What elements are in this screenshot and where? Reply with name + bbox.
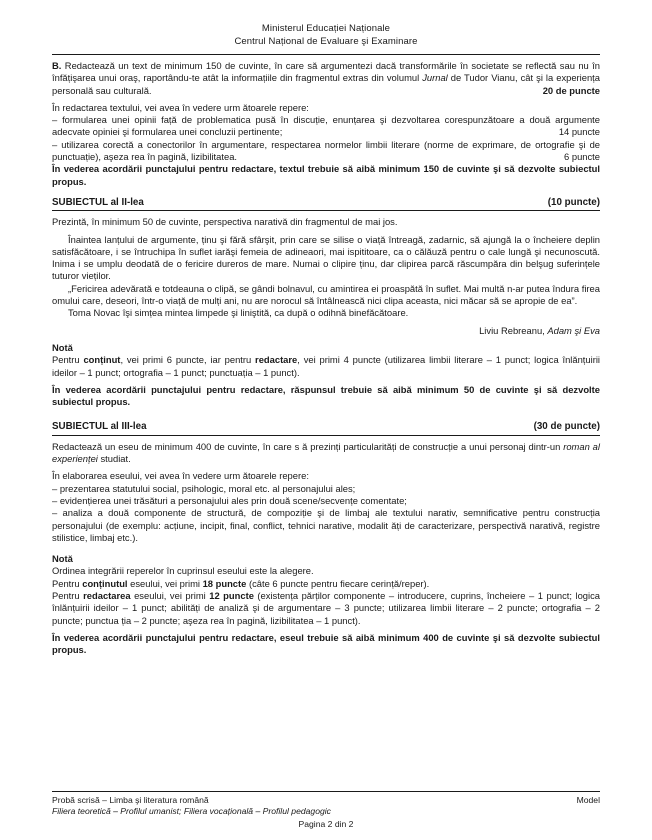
footer-filiera: Filiera teoretică – Profilul umanist; Filiera vocațională – Profilul pedagogic (52, 806, 331, 816)
subject-3-title: SUBIECTUL al III-lea (52, 421, 147, 433)
nota-2-part-2: , vei primi 6 puncte, iar pentru (120, 354, 256, 366)
subject-b-label: B. (52, 60, 62, 71)
subject-3-task (52, 441, 600, 466)
subject-2-title: SUBIECTUL al II-lea (52, 196, 144, 208)
nota-3-l2-part-a: Pentru (52, 577, 83, 589)
subject-2-nota-bold-line: În vederea acordării punctajului pentru redactare, răspunsul trebuie să aibă minimum 50 de cuvinte şi să dezvolte subiectul propus. (52, 383, 600, 408)
criterion-2-text: – utilizarea corectă a conectorilor în argumentare, respectarea normelor limbii literare (norme de exprimare, de ortografie şi de punctuație), aşeza rea în pagină, lizibilitatea. (52, 138, 600, 163)
subject-2-nota-label: Notă (52, 341, 73, 353)
subject-3-nota-line-3 (52, 590, 600, 627)
nota-3-l3-part-c: eseului, vei primi (130, 589, 210, 601)
excerpt-paragraph-2: „Fericirea adevărată e totdeauna o clipă, se gândi bolnavul, cu amintirea ei proaspătă în suflet. Mai multă n-ar putea îndura firea omului care, deseori, într-o viață de mulți ani, nu are norocul să întâlnească nici clipa aceasta, nici măcar să se apropie de ea”. (52, 282, 600, 307)
attribution-work: Adam şi Eva (547, 324, 600, 336)
subject-b-text-after: de Tudor Vianu, cât şi la experiența personală sau culturală. (52, 72, 601, 96)
subject-b-intro: În redactarea textului, vei avea în vedere urm ătoarele repere: (52, 101, 309, 113)
footer-row-1 (52, 795, 600, 807)
subject-b-note: În vederea acordării punctajului pentru redactare, textul trebuie să aibă minimum 150 de cuvinte şi să dezvolte subiectul propus. (52, 163, 600, 187)
subject-2-nota-text (52, 354, 600, 379)
subject-3-bullet-1: – prezentarea statutului social, psihologic, moral etc. al personajului ales; (52, 482, 356, 494)
footer-page-number: Pagina 2 din 2 (298, 818, 354, 829)
nota-3-l2-bold-18-puncte: 18 puncte (202, 577, 247, 589)
footer-divider (52, 791, 600, 792)
subject-3-heading (52, 421, 600, 435)
subject-3-bullet-2: – evidențierea unei trăsături a personajului ales prin două scene/secvențe comentate; (52, 494, 407, 506)
subject-2-heading (52, 197, 600, 211)
subject-2-task: Prezintă, în minimum 50 de cuvinte, perspectiva narativă din fragmentul de mai jos. (52, 216, 398, 228)
subject-3-points: (30 de puncte) (533, 421, 600, 433)
nota-3-l3-bold-redactarea: redactarea (83, 589, 131, 601)
nota-2-part-3: , vei primi 4 puncte (utilizarea limbii literare – 1 punct; logica înlănțuirii ideilor – 1 punct; ortografia – 1 punct; punctuația – 1 punct). (52, 354, 600, 378)
subject-3-task-italic: roman al experienței (52, 440, 600, 465)
nota-3-l2-part-c: eseului, vei primi (127, 577, 203, 589)
nota-2-bold-continut: conținut (83, 354, 121, 366)
ministry-line: Ministerul Educației Naționale (261, 23, 391, 34)
subject-3-task-part-1: Redactează un eseu de minimum 400 de cuvinte, în care s ă prezinți particularități de construcție a unui personaj dintr-un (52, 440, 564, 452)
nota-2-bold-redactare: redactare (255, 354, 298, 366)
footer-exam-name: Probă scrisă – Limba şi literatura română (52, 794, 209, 805)
criterion-1-points: 14 puncte (558, 126, 600, 138)
subject-3-nota-bold-line: În vederea acordării punctajului pentru redactare, eseul trebuie să aibă minimum 400 de cuvinte şi să dezvolte subiectul propus. (52, 631, 600, 656)
excerpt-attribution (52, 325, 600, 337)
subject-3-intro: În elaborarea eseului, vei avea în vedere urm ătoarele repere: (52, 470, 309, 482)
criterion-2-points: 6 puncte (564, 151, 600, 163)
footer-model-label: Model (576, 794, 600, 805)
document-header (0, 0, 652, 48)
criterion-1-text: – formularea unei opinii față de problematica pusă în discuție, enunțarea şi dezvoltarea corespunzătoare a două argumente adecvate opiniei şi formularea unei concluzii pertinente; (52, 114, 600, 138)
subject-2-points: (10 puncte) (547, 196, 600, 208)
subject-b-text: Redactează un text de minimum 150 de cuvinte, în care să argumentezi dacă transformările în societate se reflectă sau nu în înfățişarea unui oraş, raportându-te atât la informațiile din fragmentul extras din volumul (52, 60, 600, 84)
attribution-author: Liviu Rebreanu, (479, 324, 548, 336)
subject-b-points: 20 de puncte (542, 84, 600, 96)
subject-3-nota-line-2 (52, 578, 600, 590)
excerpt-paragraph-1: Înaintea lanțului de argumente, ținu şi fără sfârşit, prin care se silise o viață întreagă, zadarnic, să ajungă la o încheiere deplin satisfăcătoare, i se întruchipa în suflet iarăşi femeia de adineaori, mai ispititoare, ca o călăuză pentru o cale lungă şi necunoscută. Inima i se umplu deodată de o fericire dureros de mare. Numai o clipire ținu, dar clipirea parcă răscumpăra din belşug suferințele tuturor vieților. (52, 233, 600, 282)
nota-3-l2-bold-continutul: conținutul (82, 577, 128, 589)
center-line: Centrul Național de Evaluare şi Examinare (234, 36, 418, 47)
subject-3-nota-line-1: Ordinea integrării reperelor în cuprinsul eseului este la alegere. (52, 565, 314, 577)
subject-3-task-part-2: studiat. (97, 453, 131, 465)
nota-3-l3-part-a: Pentru (52, 589, 84, 601)
excerpt-paragraph-3: Toma Novac îşi simțea mintea limpede şi liniştită, ca după o odihnă binefăcătoare. (68, 307, 409, 319)
document-body (0, 55, 652, 656)
subject-b-paragraph (52, 60, 600, 97)
nota-3-l3-part-e: (existența părților componente – introducere, cuprins, încheiere – 1 punct; logica înlănțuirii ideilor – 1 punct; abilități de analiză şi de argumentare – 3 puncte; utilizarea limbii literare – 2 puncte; ortografia – 2 puncte; punctua ția – 2 puncte; aşeza rea în pagină, lizibilitatea – 1 punct). (52, 589, 600, 626)
document-footer (52, 791, 600, 831)
nota-2-part-1: Pentru (52, 354, 84, 366)
subject-3-bullet-3: – analiza a două componente de structură, de compoziție şi de limbaj ale textului narativ, semnificative pentru construcția personajului (de exemplu: acțiune, incipit, final, conflict, tehnici narative, modalit ăți de caracterizare, perspectivă narativă, registre stilistice, limbaj etc.). (52, 507, 600, 543)
subject-b-italic-title: Jurnal (422, 72, 448, 84)
nota-3-l2-part-e: (câte 6 puncte pentru fiecare cerință/reper). (246, 577, 430, 589)
nota-3-l3-bold-12-puncte: 12 puncte (209, 589, 254, 601)
subject-3-nota-label: Notă (52, 553, 73, 565)
subject-b-criterion-1 (52, 114, 600, 139)
subject-b-criterion-2 (52, 139, 600, 164)
